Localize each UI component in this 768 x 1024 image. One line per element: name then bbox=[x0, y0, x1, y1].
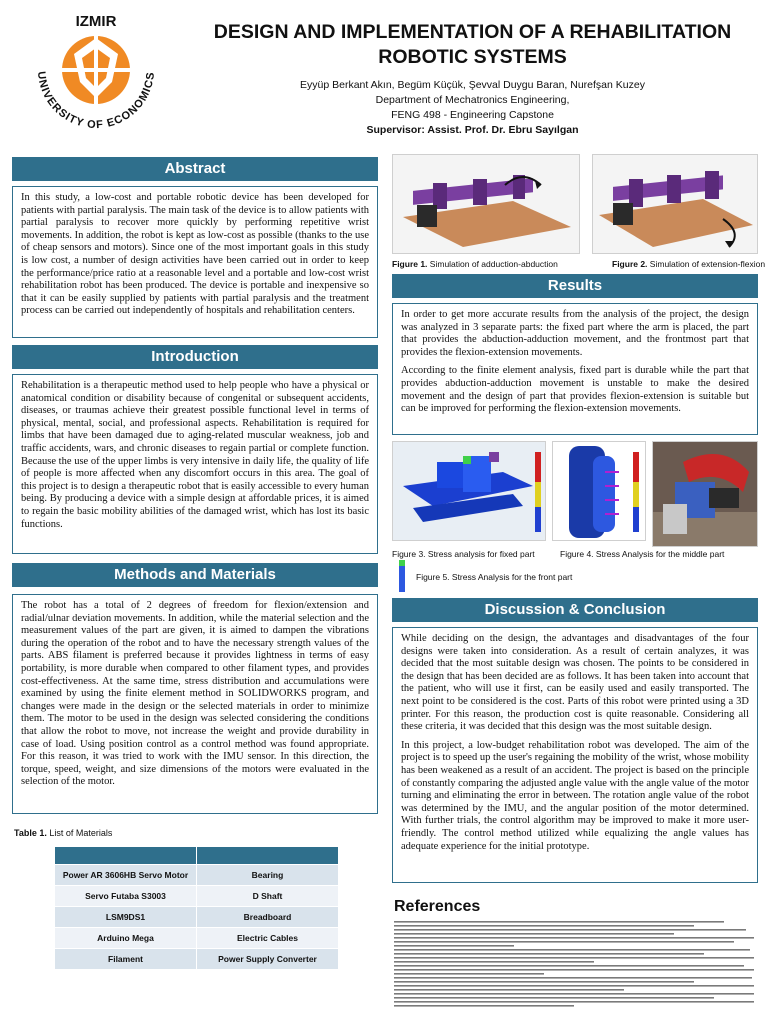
figure-1-caption: Figure 1. Simulation of adduction-abduction bbox=[392, 259, 558, 269]
figure-3-caption: Figure 3. Stress analysis for fixed part bbox=[392, 549, 535, 559]
authors: Eyyüp Berkant Akın, Begüm Küçük, Şevval Duygu Baran, Nurefşan Kuzey bbox=[300, 79, 645, 91]
logo-text-ring: UNIVERSITY OF ECONOMICS bbox=[34, 70, 158, 132]
table-caption: Table 1. List of Materials bbox=[14, 828, 113, 838]
results-paragraph-2: According to the finite element analysis, fixed part is durable while the part that provides abduction-adduction movement is unstable to make the desired movement and the design of part that provides flexion-extension is suitable but can be improved for performing the flexion-extension movements. bbox=[401, 365, 749, 415]
methods-box bbox=[12, 594, 378, 814]
references-fine-print bbox=[394, 920, 758, 1016]
table-row: Power AR 3606HB Servo Motor Bearing bbox=[55, 865, 339, 886]
logo-text-top: IZMIR bbox=[75, 13, 117, 30]
results-box bbox=[392, 303, 758, 435]
author-block bbox=[180, 78, 765, 138]
introduction-box bbox=[12, 374, 378, 554]
table-row: LSM9DS1 Breadboard bbox=[55, 907, 339, 928]
abstract-text: In this study, a low-cost and portable robotic device has been developed for patients with partial paralysis. The main task of the device is to allow patients with partial paralysis to recover more quickly by performing repetitive wrist movements. In addition, the robot is kept as low-cost as possible (thanks to the use of cheap sensors and motors). Since one of the most important goals in this study is low cost, a number of design activities have been carried out in order to keep the performance/price ratio at a reasonable level and a portable and low-cost wrist rehabilitation robot has been produced. The device is portable and inexpensive so that it can be easily supplied by patients with partial paralysis and the treatment process can be carried out independently of hospitals and rehabilitation centers. bbox=[21, 192, 369, 317]
discussion-heading: Discussion & Conclusion bbox=[392, 598, 758, 622]
discussion-paragraph-2: In this project, a low-budget rehabilitation robot was developed. The aim of the project is to speed up the user's regaining the mobility of the wrist, whose mobility has been weakened as a result of an accident. The project is based on the principle of constantly comparing the adjusted angle value with the angle value of the motor turning and eliminating the error in between. The rotation angle value of the robot was determined by the IMU, and the angular position of the motor determined. With further trials, the control algorithm may be improved to make it more user-friendly. The control method utilized while equalizing the angle values has adequate experience for the initial prototype. bbox=[401, 739, 749, 852]
logo-emblem-icon bbox=[62, 36, 130, 104]
figure-1-image bbox=[392, 154, 580, 254]
references-heading: References bbox=[394, 898, 481, 915]
robot-photo bbox=[652, 441, 758, 547]
introduction-heading: Introduction bbox=[12, 345, 378, 369]
references-list bbox=[394, 920, 758, 1016]
figure-4-image bbox=[552, 441, 646, 541]
table-row: Servo Futaba S3003 D Shaft bbox=[55, 886, 339, 907]
methods-text: The robot has a total of 2 degrees of freedom for flexion/extension and radial/ulnar deviation movements. In addition, while the material selection and the measurement values of the part are given, it is aimed to dampen the vibrations during the operation of the robot and to have the necessary strength values of the parts. ABS filament is preferred because it provides lightness in terms of easy portability, is more durable when compared to other filament types, and provides cost-effectiveness. At the same time, stress distribution and accumulations were examined by using the finite element method in SOLIDWORKS program, and changes were made in the design or the selected materials in order to minimize them. The motor to be used in the design was selected considering the conditions that allow the robot to move, not increase the weight and provide durability in case of load. Using position control as a control method was found appropriate. For this reason, it was tried to work with the IMU sensor. In this direction, the torque, speed, weight, and size dimensions of the motors were evaluated in the selection of the motor. bbox=[21, 600, 369, 788]
results-paragraph-1: In order to get more accurate results from the analysis of the project, the design was analyzed in 3 separate parts: the fixed part where the arm is placed, the part that provides the abduction-adduction movement, and the frontmost part that provides the flexion-extension movements. bbox=[401, 309, 749, 358]
results-heading: Results bbox=[392, 274, 758, 298]
materials-table bbox=[54, 846, 339, 970]
department: Department of Mechatronics Engineering, bbox=[375, 94, 570, 106]
university-logo bbox=[16, 8, 176, 148]
discussion-box bbox=[392, 627, 758, 883]
methods-heading: Methods and Materials bbox=[12, 563, 378, 587]
title-line-2: ROBOTIC SYSTEMS bbox=[378, 46, 567, 68]
figure-4-caption: Figure 4. Stress Analysis for the middle part bbox=[560, 549, 725, 559]
figure-5-caption: Figure 5. Stress Analysis for the front part bbox=[416, 572, 573, 582]
figure-3-image bbox=[392, 441, 546, 541]
figure-5-image bbox=[396, 560, 408, 592]
discussion-paragraph-1: While deciding on the design, the advantages and disadvantages of the four designs were taken into consideration. As a result of certain analyzes, it was decided that the most suitable design was chosen. The points to be considered in the design that has been decided are as follows. It has been taken into account that the patient, who will use it first, can be easily used and easily transported. The next point to be considered is the cost. Parts of this robot were printed using a 3D printer. For this reason, the production cost is quite reasonable. Considering all these criteria, it was decided that this design was the most suitable design. bbox=[401, 633, 749, 733]
table-row: Arduino Mega Electric Cables bbox=[55, 928, 339, 949]
abstract-heading: Abstract bbox=[12, 157, 378, 181]
table-row: Filament Power Supply Converter bbox=[55, 949, 339, 970]
figure-2-caption: Figure 2. Simulation of extension-flexion bbox=[612, 259, 766, 269]
introduction-text: Rehabilitation is a therapeutic method used to help people who have a physical or anatomical condition or disability because of congenital or subsequent accidents, diseases, or traumas achieve their greatest possible functional level in terms of physical, mental, social, and professional aspects. Rehabilitation is required for limbs that have been damaged due to aging-related muscular weakness, job and traffic accidents, wars, and chronic diseases to regain partial or complete function. Because the use of the upper limbs is very intensive in daily life, the quality of life of people is more affected when any discomfort occurs in this area. The goal of this project is to design a therapeutic robot that is easily accessible to every human being. By producing a device with a simple design at affordable prices, it is aimed to regain the basic mobility abilities of the damaged wrist, which has lost its basic functions. bbox=[21, 380, 369, 530]
supervisor: Supervisor: Assist. Prof. Dr. Ebru Sayılgan bbox=[366, 124, 579, 136]
figure-2-image bbox=[592, 154, 758, 254]
abstract-box bbox=[12, 186, 378, 338]
course: FENG 498 - Engineering Capstone bbox=[391, 109, 554, 121]
title-line-1: DESIGN AND IMPLEMENTATION OF A REHABILITATION bbox=[213, 21, 732, 43]
poster-title bbox=[180, 20, 765, 70]
